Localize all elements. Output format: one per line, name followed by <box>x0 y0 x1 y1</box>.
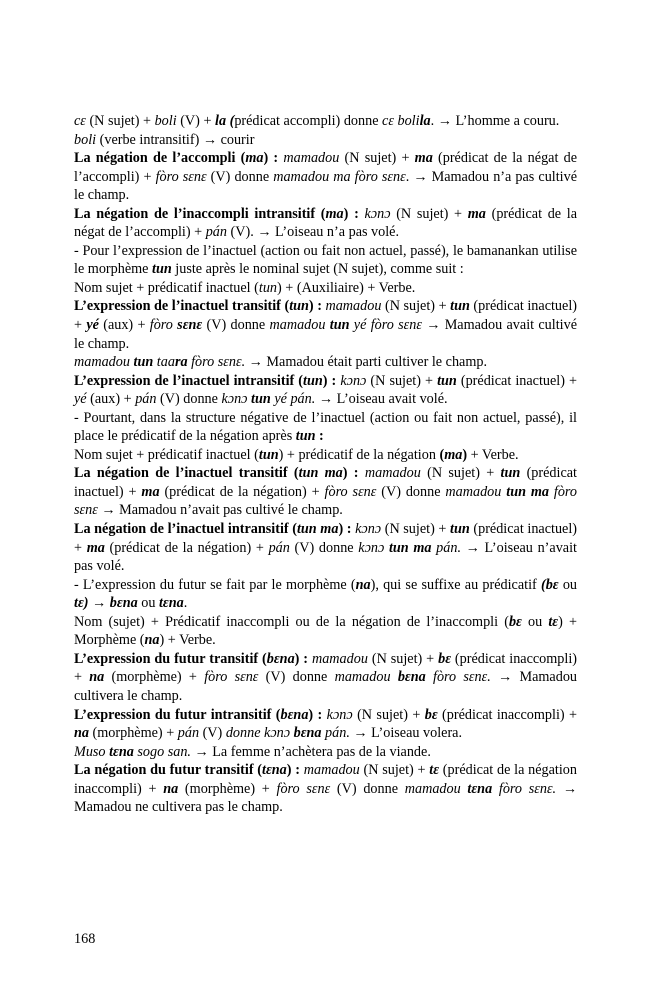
text-run: ) : <box>342 465 359 482</box>
text-run: tɛna <box>109 743 134 760</box>
text-run: kɔnɔ <box>221 391 252 408</box>
text-run: sogo san. <box>133 743 191 760</box>
text-run: → Mamadou cultivera le champ. <box>74 669 578 704</box>
text-run: ma <box>444 446 463 463</box>
text-run: Muso <box>74 743 110 760</box>
text-run: L’expression du futur transitif ( <box>74 650 267 667</box>
text-run: ou <box>521 613 549 630</box>
text-run: na <box>144 632 160 649</box>
text-run: tun ma <box>388 539 432 556</box>
text-run: bɛna <box>266 650 295 667</box>
text-run: bɛ <box>424 706 438 723</box>
text-run: cɛ <box>74 113 86 129</box>
text-run: pán <box>205 224 227 241</box>
text-run: mamadou <box>445 483 507 500</box>
text-run: yé fòro sɛnɛ <box>349 317 422 334</box>
text-run: kɔnɔ <box>355 521 382 538</box>
text-run: fòro <box>149 317 178 334</box>
text-run: bɛ <box>508 613 522 630</box>
text-run: → L’oiseau volera. <box>349 725 463 742</box>
paragraph <box>74 706 577 743</box>
paragraph <box>74 279 577 298</box>
text-run: na <box>89 669 105 686</box>
text-run: ou <box>558 576 578 593</box>
text-run: yé <box>74 391 87 408</box>
text-run: (verbe intransitif) → courir <box>96 131 255 148</box>
paragraph <box>74 353 577 372</box>
text-run: tɛna <box>262 762 287 779</box>
text-run: na <box>355 576 371 593</box>
text-run: cɛ boli <box>382 113 420 129</box>
text-run: mamadou <box>364 465 421 482</box>
text-run: donne kɔnɔ <box>225 725 294 742</box>
text-run: tɛna <box>467 780 493 797</box>
text-run: la ( <box>215 113 235 129</box>
text-run: (N sujet) + <box>352 706 425 723</box>
text-run: tun ma <box>296 521 339 538</box>
text-run: tun <box>258 279 278 296</box>
text-run: Nom sujet + prédicatif inactuel ( <box>74 279 259 296</box>
text-run: tun <box>500 465 521 482</box>
text-run: ) : <box>322 372 337 389</box>
text-run: bɛna <box>293 725 322 742</box>
text-run: (bɛ <box>540 576 559 593</box>
text-run: fòro sɛnɛ. <box>187 354 246 371</box>
text-run: yé pán. <box>270 391 316 408</box>
text-run: → Mamadou avait cultivé le champ. <box>74 317 577 352</box>
text-run: → Mamadou était parti cultiver le champ. <box>245 354 488 371</box>
text-run: La négation du futur transitif ( <box>74 762 263 779</box>
text-run: ) : <box>338 521 352 538</box>
text-run: tun <box>289 298 309 315</box>
text-run: fòro sɛnɛ <box>276 780 331 797</box>
text-run: . <box>183 595 188 612</box>
text-run: tun <box>295 428 316 445</box>
text-run: (N sujet) + <box>381 521 451 538</box>
text-run: prédicat accompli) donne <box>234 113 383 129</box>
text-run: kɔnɔ <box>340 372 367 389</box>
paragraph <box>74 409 577 446</box>
text-run: pán. <box>431 539 461 556</box>
text-run: : <box>315 428 324 445</box>
paragraph <box>74 613 577 650</box>
text-run: (N sujet) + <box>381 298 451 315</box>
text-run: ) : <box>343 205 359 222</box>
text-run: ma <box>467 205 486 222</box>
text-run: pán. <box>321 725 350 742</box>
text-run: ) <box>462 446 468 463</box>
text-run: La négation de l’inaccompli intransitif ( <box>74 205 326 222</box>
text-run: . → L’homme a couru. <box>430 113 560 129</box>
text-run: ma <box>245 150 264 167</box>
text-run: (prédicat inaccompli) + <box>74 650 578 686</box>
text-run: (V) donne <box>258 669 335 686</box>
paragraph <box>74 242 577 279</box>
text-run: (N sujet) + <box>420 465 501 482</box>
text-run: ) : <box>263 150 279 167</box>
paragraph <box>74 761 577 817</box>
text-run: mamadou <box>325 298 382 315</box>
text-run: ) : <box>308 298 322 315</box>
text-run: yé <box>86 317 99 334</box>
paragraph <box>74 112 577 131</box>
text-run: - L’expression du futur se fait par le morphème ( <box>74 576 356 593</box>
paragraph <box>74 576 577 613</box>
paragraph <box>74 650 577 706</box>
text-run: fòro sɛnɛ. <box>492 780 557 797</box>
text-run: La négation de l’inactuel transitif ( <box>74 465 299 482</box>
text-run: tɛna <box>158 595 184 612</box>
paragraph <box>74 131 577 150</box>
text-run: → L’oiseau n’avait pas volé. <box>74 539 577 575</box>
text-run: ma <box>414 150 433 167</box>
text-run: fòro sɛnɛ. <box>425 669 491 686</box>
text-run: mamadou <box>283 150 340 167</box>
text-run: (V) <box>199 725 226 742</box>
text-run: bɛna <box>397 669 426 686</box>
text-run: (V) donne <box>156 391 222 408</box>
text-run: tun <box>437 372 457 389</box>
text-run: mamadou <box>334 669 398 686</box>
text-run: (N sujet) + <box>367 650 439 667</box>
text-run: tun ma <box>506 483 549 500</box>
text-run: ou <box>137 595 159 612</box>
text-run: (morphème) + <box>178 780 277 797</box>
text-run: (V) + <box>176 113 215 129</box>
text-run: mamadou <box>311 650 368 667</box>
text-run: ma <box>325 205 344 222</box>
text-run: kɔnɔ <box>364 205 391 222</box>
text-run: (V) donne <box>289 539 359 556</box>
text-run: (aux) + <box>86 391 136 408</box>
text-run: L’expression du futur intransitif ( <box>74 706 281 723</box>
text-run: (prédicat inaccompli) + <box>437 706 578 723</box>
paragraph <box>74 297 577 353</box>
text-run: L’expression de l’inactuel transitif ( <box>74 298 290 315</box>
paragraph <box>74 372 577 409</box>
text-run: + Verbe. <box>467 446 519 463</box>
text-run: mamadou <box>74 354 134 371</box>
text-run: tun <box>450 521 470 538</box>
paragraph <box>74 743 577 762</box>
text-run: → Mamadou ne cultivera pas le champ. <box>74 780 578 816</box>
text-run: (prédicat de la négat de l’accompli) + <box>74 150 577 185</box>
text-run: kɔnɔ <box>358 539 389 556</box>
text-run: kɔnɔ <box>326 706 353 723</box>
text-run: (aux) + <box>98 317 150 334</box>
text-run: tun <box>450 298 470 315</box>
text-run: tɛ <box>548 613 559 630</box>
text-run: ma <box>141 483 160 500</box>
text-run: (prédicat de la négat de l’accompli) + <box>74 205 578 241</box>
text-run: (prédicat de la négation) + <box>104 539 269 556</box>
text-run: → La femme n’achètera pas de la viande. <box>190 743 431 760</box>
paragraph <box>74 149 577 205</box>
text-run: tun ma <box>298 465 343 482</box>
text-run: (prédicat de la négation inaccompli) + <box>74 762 577 797</box>
text-run: fòro sɛnɛ <box>324 483 377 500</box>
text-run: (prédicat de la négation) + <box>159 483 325 500</box>
text-run: boli <box>154 113 177 129</box>
text-run: boli <box>74 131 97 148</box>
text-run: → <box>88 595 110 612</box>
text-run: tun <box>133 354 154 371</box>
paragraph <box>74 464 577 520</box>
text-run: (prédicat inactuel) + <box>74 298 577 334</box>
text-run: . → Mamadou n’a pas cultivé le champ. <box>74 168 578 204</box>
paragraph <box>74 205 577 242</box>
text-run: ma <box>86 539 105 556</box>
text-run: La négation de l’inactuel intransitif ( <box>74 521 297 538</box>
text-run: Nom (sujet) + Prédicatif inaccompli ou de la négation de l’inaccompli ( <box>74 613 509 630</box>
text-run: ) + Verbe. <box>159 632 216 649</box>
text-run: - Pour l’expression de l’inactuel (action ou fait non actuel, passé), le bamanankan utilise le morphème <box>74 242 577 278</box>
text-run: ) + (Auxiliaire) + Verbe. <box>277 279 416 296</box>
text-run: L’expression de l’inactuel intransitif ( <box>74 372 304 389</box>
text-run: tun <box>258 446 279 463</box>
text-run: fòro sɛnɛ <box>155 168 207 185</box>
text-run: tun <box>329 317 350 334</box>
text-run: (prédicat inactuel) + <box>74 465 577 500</box>
text-run: tun <box>303 372 323 389</box>
text-run: (morphème) + <box>88 725 178 742</box>
text-run: juste après le nominal sujet (N sujet), comme suit : <box>171 261 464 278</box>
text-run: mamadou <box>303 762 360 779</box>
text-run: sɛnɛ <box>177 317 203 334</box>
text-run: la <box>419 113 431 129</box>
body-text <box>74 112 577 817</box>
text-run: (prédicat inactuel) + <box>456 372 578 389</box>
text-run: (V) donne <box>376 483 446 500</box>
text-run: fòro sɛnɛ <box>74 483 578 519</box>
text-run: ) : <box>308 706 323 723</box>
text-run: bɛna <box>280 706 309 723</box>
text-run: → L’oiseau avait volé. <box>315 391 448 408</box>
text-run: mamadou <box>269 317 330 334</box>
text-run: (N sujet) + <box>359 762 430 779</box>
text-run: → Mamadou n’avait pas cultivé le champ. <box>97 502 343 519</box>
text-run: ra <box>174 354 188 371</box>
text-run: tun <box>152 261 172 278</box>
text-run: taa <box>153 354 175 371</box>
text-run: tɛ) <box>74 595 89 612</box>
text-run: (V) donne <box>330 780 405 797</box>
text-run: bɛ <box>438 650 452 667</box>
text-run: (V). → L’oiseau n’a pas volé. <box>226 224 400 241</box>
text-run: ( <box>439 446 445 463</box>
text-run: ) : <box>294 650 309 667</box>
text-run: bɛna <box>109 595 138 612</box>
text-run: La négation de l’accompli ( <box>74 150 246 167</box>
text-run: na <box>163 780 179 797</box>
text-run: mamadou ma fòro sɛnɛ <box>273 168 406 185</box>
text-run: (N sujet) + <box>366 372 438 389</box>
text-run: ), qui se suffixe au prédicatif <box>370 576 541 593</box>
text-run: (morphème) + <box>104 669 205 686</box>
text-run: pán <box>177 725 200 742</box>
text-run: ) : <box>286 762 300 779</box>
text-run: ) + prédicatif de la négation <box>278 446 440 463</box>
text-run: (N sujet) + <box>339 150 415 167</box>
text-run: (V) donne <box>202 317 270 334</box>
text-run: tɛ <box>429 762 440 779</box>
text-run: ) + Morphème ( <box>74 613 578 649</box>
text-run: na <box>74 725 89 742</box>
text-run: fòro sɛnɛ <box>204 669 259 686</box>
text-run: mamadou <box>404 780 468 797</box>
text-run: (N sujet) + <box>390 205 468 222</box>
text-run: Nom sujet + prédicatif inactuel ( <box>74 446 259 463</box>
text-run: pán <box>135 391 157 408</box>
text-run: (prédicat inactuel) + <box>74 521 578 556</box>
text-run: (N sujet) + <box>85 113 155 129</box>
paragraph <box>74 520 577 576</box>
text-run: - Pourtant, dans la structure négative de l’inactuel (action ou fait non actuel, passé), il place le prédicatif de la négation après <box>74 409 577 445</box>
page-number: 168 <box>74 931 96 947</box>
text-run: pán <box>268 539 290 556</box>
text-run: tun <box>251 391 271 408</box>
text-run: (V) donne <box>206 168 274 185</box>
paragraph <box>74 446 577 465</box>
